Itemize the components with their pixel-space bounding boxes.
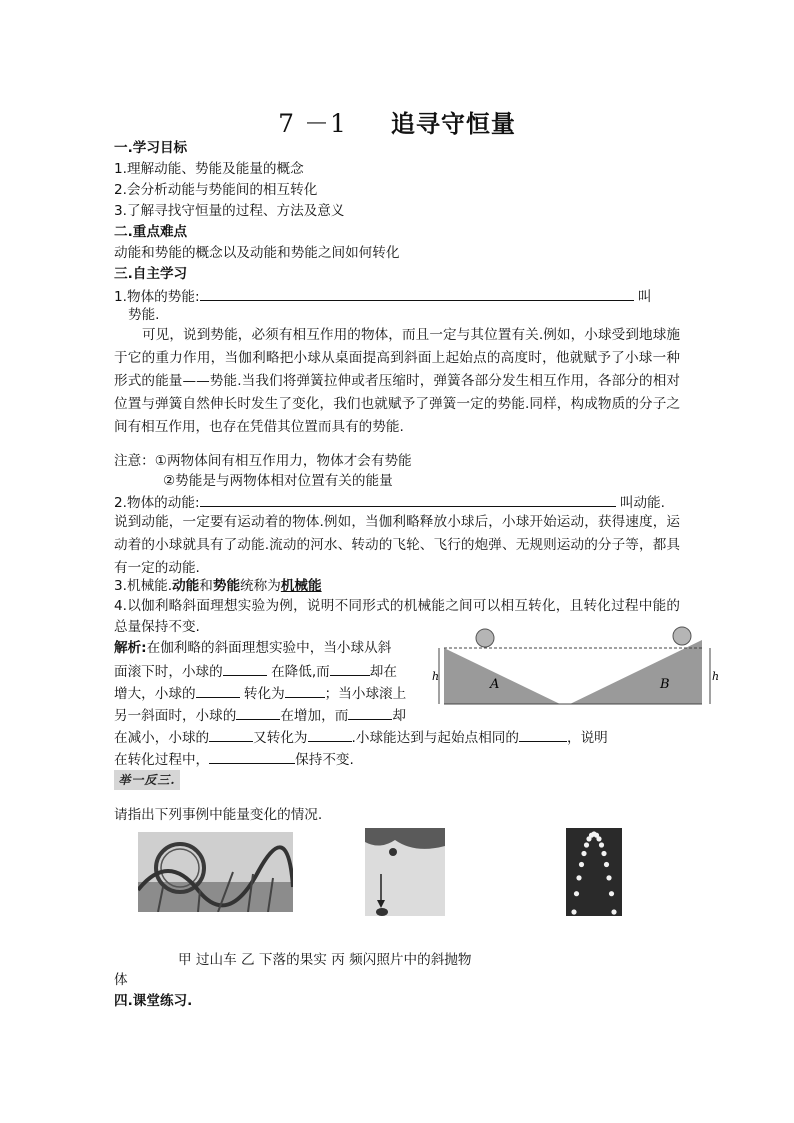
analysis-text: 另一斜面时，小球的 (114, 708, 237, 724)
mechanical-energy-line (114, 577, 322, 596)
answer-blank[interactable] (200, 286, 634, 301)
q1-suffix: 叫 (637, 289, 652, 305)
strobe-dot (576, 875, 581, 880)
q1-prefix: 1.物体的势能: (114, 289, 200, 305)
analysis-text: .小球能达到与起始点相同的 (351, 730, 519, 746)
analysis-text: 在减小，小球的 (114, 730, 210, 746)
analysis-line-5 (114, 727, 608, 748)
section-heading-key-points: 二.重点难点 (114, 224, 188, 240)
section-heading-goals: 一.学习目标 (114, 140, 188, 156)
strobe-dot (606, 875, 611, 880)
falling-fruit-photo (365, 828, 445, 916)
answer-blank[interactable] (330, 661, 370, 676)
title-text: 追寻守恒量 (390, 109, 516, 138)
analysis-text: 又转化为 (253, 730, 308, 746)
incline-b (570, 640, 702, 704)
answer-blank[interactable] (209, 727, 253, 742)
answer-blank[interactable] (200, 492, 616, 507)
analysis-text: 增大，小球的 (114, 686, 196, 702)
label-a: A (490, 677, 500, 692)
note-2: ②势能是与两物体相对位置有关的能量 (163, 473, 393, 489)
answer-blank[interactable] (209, 749, 295, 764)
analysis-text: 面滚下时，小球的 (114, 664, 223, 680)
ball-start (476, 629, 494, 647)
practice-stamp: 举一反三. (114, 770, 180, 790)
q3-mid: 统称为 (240, 578, 281, 594)
analysis-text: 在转化过程中， (114, 752, 210, 768)
note-1: 注意：①两物体间有相互作用力，物体才会有势能 (114, 453, 412, 469)
analysis-text: 在降低,而 (271, 664, 330, 680)
answer-blank[interactable] (223, 661, 267, 676)
answer-blank[interactable] (519, 727, 567, 742)
analysis-line-1 (114, 639, 391, 658)
strobe-dot (579, 862, 584, 867)
analysis-text: ，说明 (566, 730, 608, 746)
q2-suffix: 叫动能. (619, 495, 665, 511)
question-galileo: 4.以伽利略斜面理想实验为例，说明不同形式的机械能之间可以相互转化，且转化过程中能的总量保持不变. (114, 598, 680, 635)
strobe-dot (601, 851, 606, 856)
example-captions: 甲 过山车 乙 下落的果实 丙 频闪照片中的斜抛物 (178, 952, 472, 968)
incline-a (444, 648, 560, 704)
strobe-dot (584, 842, 589, 847)
answer-blank[interactable] (285, 683, 325, 698)
term-potential: 势能 (212, 578, 241, 594)
potential-energy-explanation: 可见，说到势能，必须有相互作用的物体，而且一定与其位置有关.例如，小球受到地球施于它的重力作用，当伽利略把小球从桌面提高到斜面上起始点的高度时，他就赋予了小球一种形式的能量——势能.当我们将弹簧拉伸或者压缩时，弹簧各部分发生相互作用，各部分的相对位置与弹簧自然伸长时发生了变化，我们也就赋予了弹簧一定的势能.同样，构成物质的分子之间有相互作用，也存在凭借其位置而具有的势能. (114, 327, 680, 435)
analysis-text: ；当小球滚上 (324, 686, 407, 702)
key-points-text: 动能和势能的概念以及动能和势能之间如何转化 (114, 245, 400, 261)
strobe-dot (581, 851, 586, 856)
roller-coaster-photo (138, 832, 293, 912)
strobe-dot (609, 891, 614, 896)
analysis-text: 却在 (369, 664, 397, 680)
strobe-dot (604, 862, 609, 867)
goal-item: 1.理解动能、势能及能量的概念 (114, 161, 304, 177)
q2-prefix: 2.物体的动能: (114, 495, 200, 511)
goal-item: 3.了解寻找守恒量的过程、方法及意义 (114, 203, 345, 219)
label-b: B (660, 677, 670, 692)
strobe-dot (599, 842, 604, 847)
strobe-dot (574, 891, 579, 896)
section-heading-class-practice: 四.课堂练习. (114, 993, 193, 1009)
answer-blank[interactable] (236, 705, 280, 720)
answer-blank[interactable] (196, 683, 240, 698)
kinetic-energy-explanation: 说到动能，一定要有运动着的物体.例如，当伽利略释放小球后，小球开始运动，获得速度，运动着的小球就具有了动能.流动的河水、转动的飞轮、飞行的炮弹、无规则运动的分子等，都具有一定的动能. (114, 514, 680, 576)
term-mechanical: 机械能 (280, 578, 322, 594)
analysis-text: 在伽利略的斜面理想实验中，当小球从斜 (146, 640, 392, 656)
strobe-dot (611, 909, 616, 914)
analysis-line-4 (114, 705, 406, 726)
term-kinetic: 动能 (172, 578, 200, 594)
analysis-line-2 (114, 661, 397, 682)
analysis-text: 在增加，而 (280, 708, 349, 724)
answer-blank[interactable] (308, 727, 352, 742)
examples-prompt: 请指出下列事例中能量变化的情况. (114, 807, 323, 823)
analysis-text: 转化为 (243, 686, 285, 702)
analysis-text: 却 (392, 708, 406, 724)
strobe-dot (571, 909, 576, 914)
answer-blank[interactable] (348, 705, 392, 720)
analysis-label: 解析: (114, 640, 147, 656)
analysis-line-6 (114, 749, 354, 770)
q3-and: 和 (199, 578, 213, 594)
galileo-incline-figure (432, 622, 722, 722)
label-h-left: h (432, 670, 440, 683)
title-number: 7 －1 (278, 109, 347, 138)
q1-tail: 势能. (128, 307, 160, 323)
analysis-text: 保持不变. (295, 752, 354, 768)
label-h-right: h (712, 670, 720, 683)
section-heading-self-study: 三.自主学习 (114, 266, 188, 282)
example-caption-wrap: 体 (114, 972, 128, 988)
ball-end (673, 627, 691, 645)
page-title (0, 104, 794, 140)
stroboscopic-photo (566, 828, 622, 916)
question-potential-energy (114, 286, 651, 307)
question-kinetic-energy (114, 492, 665, 513)
analysis-line-3 (114, 683, 406, 704)
strobe-dot (596, 836, 601, 841)
q3-prefix: 3.机械能. (114, 578, 173, 594)
goal-item: 2.会分析动能与势能间的相互转化 (114, 182, 318, 198)
